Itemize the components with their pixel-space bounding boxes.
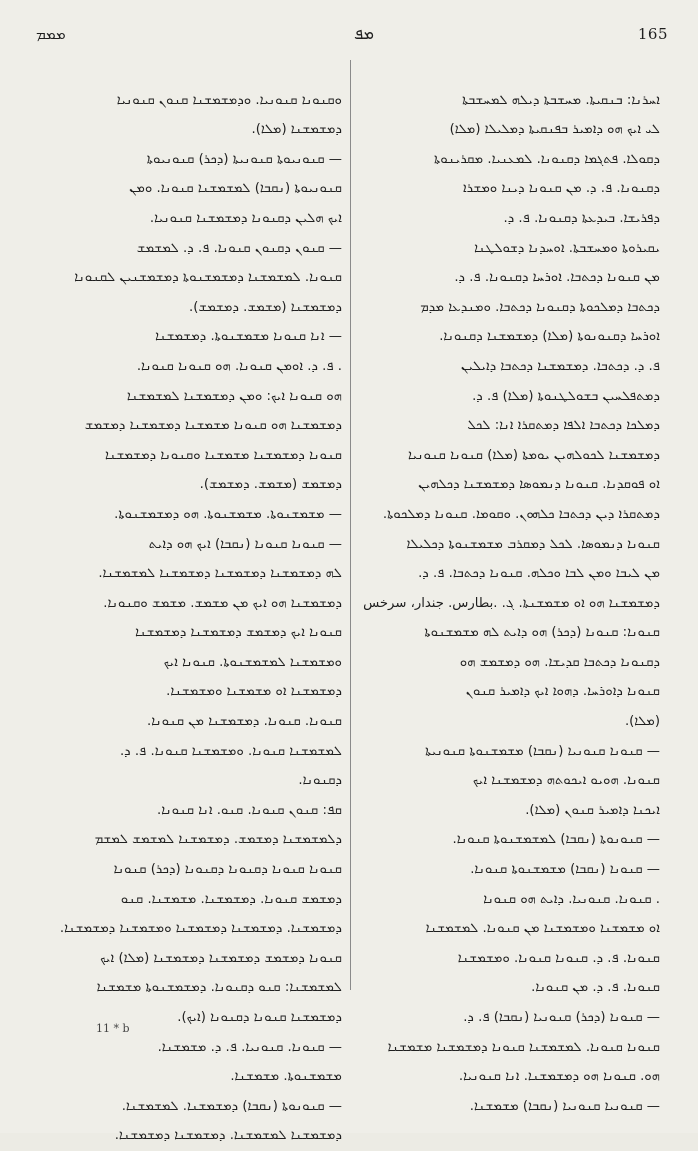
column-divider xyxy=(350,60,351,990)
left-column-text: ܘܩܢܘܢܐ ܩܢܘܢܝܐ. ܘܕܡܫܡܫܢܐ ܩܢܘܢ ܩܢܘܢܝܐ ܕܡܫܡܫܢܐ (ܡܠܐ). — ܩܢܘܢܝܘܬܐ ܩܢܘܢܝܬܐ (ܕܟܪ) ܩܢܘܢܝܘܬܐ ܩܢܘܢܝܘܬܐ (ܢܩܒܐ) ܠܡܫܡܫܢܐ ܩܢܘܢܐ. ܘܡܢ ܐܝܟ ܗܠܝܢ ܕܩܢܘܢܐ ܕܡܫܡܫܢܐ ܩܢܘܢܝܐ. — ܩܢܘܢ ܕܩܢܘܢ ܩܢܘܢܐ. ܦ. ܕ. ܠܡܫܡܫ ܩܢܘܢܐ. ܠܡܫܡܫܢܐ ܕܡܫܡܫܢܘܬܐ ܕܡܫܡܫܢܝܢ ܠܩܢܘܢܐ ܕܡܫܡܫܢܐ (ܡܫܡܫ. ܕܡܫܡܫ). — ܐܢܐ ܩܢܘܢܐ ܡܫܡܫܢܘܬܐ. ܕܡܫܡܫܢܐ . ܦ. ܕ. ܐܘܡܢ ܩܢܘܢܐ. ܗܘ ܩܢܘܢܐ ܩܢܘܢܐ. ܗܘ ܩܢܘܢܐ ܐܝܟ: ܘܡܢ ܕܡܫܡܫܢܐ ܠܡܫܡܫܢܐ ܕܡܫܡܫܢܐ ܗܘ ܩܢܘܢܐ ܡܫܡܫܢܐ ܕܡܫܡܫܢܐ ܕܡܫܡܫ ܩܢܘܢܐ ܕܡܫܡܫܢܐ ܡܫܡܫܢܐ ܘܩܢܘܢܐ ܕܡܫܡܫܢܐ ܕܡܫܡܫ (ܡܫܡܫ. ܕܡܫܡܫ). — ܡܫܡܫܢܘܬܐ. ܡܫܡܫܢܘܬܐ. ܗܘ ܕܡܫܡܫܢܘܬܐ. — ܩܢܘܢܐ ܩܢܘܢܐ (ܢܩܒܐ) ܐܝܟ ܗܘ ܕܐܝܬ ܠܗ ܕܡܫܡܫܢܐ ܕܡܫܡܫܢܐ ܕܡܫܡܫܢܐ ܠܡܫܡܫܢܐ. ܕܡܫܡܫܢܐ ܗܘ ܐܝܟ ܡܢ ܡܫܡܫ. ܡܫܡܫ ܘܩܢܘܢܐ. ܩܢܘܢܐ ܐܝܟ ܕܡܫܡܫ ܕܡܫܡܫܢܐ ܕܡܫܡܫܢܐ ܘܡܫܡܫܢܐ ܠܡܫܡܫܢܘܬܐ. ܩܢܘܢܐ ܐܝܟ ܕܡܫܡܫܢܐ ܐܘ ܡܫܡܫܢܐ ܘܡܫܡܫܢܐ. ܩܢܘܢܐ. ܩܢܘܢܐ. ܕܡܫܡܫܢܐ ܡܢ ܩܢܘܢܐ. ܠܡܫܡܫܢܐ ܩܢܘܢܐ. ܘܡܫܡܫܢܐ ܩܢܘܢܐ. ܦ. ܕ. ܕܩܢܘܢܐ. ܩܦ: ܩܢܘܢ ܩܢܘܢܐ. ܩܢܘ. ܐܢܐ ܩܢܘܢܐ. ܕܠܡܫܡܫܢܐ ܕܡܫܡܫ. ܕܡܫܡܫܢܐ ܠܡܫܡܫ ܠܡܫܡ ܩܢܘܢܐ ܩܢܘܢܐ ܕܩܢܘܢܐ ܕܩܢܘܢܐ (ܕܟܪ) ܩܢܘܢܐ ܕܡܫܡܫ ܩܢܘܢܐ. ܕܡܫܡܫܢܐ. ܡܫܡܫܢܐ. ܩܢܘ ܕܡܫܡܫܢܐ. ܕܡܫܡܫܢܐ ܕܡܫܡܫܢܐ ܘܡܫܡܫܢܐ ܕܡܫܡܫܢܐ. ܩܢܘܢܐ ܕܡܫܡܫ ܕܡܫܡܫܢܐ ܕܡܫܡܫܢܐ (ܡܠܐ) ܐܝܟ ܠܡܫܡܫܢܐ: ܩܢܘ ܕܩܢܘܢܐ. ܕܡܫܡܫܢܘܬܐ ܡܫܡܫܢܐ ܕܡܫܡܫܢܐ ܩܢܘܢܐ ܕܩܢܘܢܐ (ܐܝܟ). — ܩܢܘܢܐ. ܩܢܘܢܝܐ. ܦ. ܕ. ܡܫܡܫܢܐ. ܡܫܡܫܢܘܬܐ. ܡܫܡܫܢܐ. — ܩܢܘܢܘܬܐ (ܢܩܒܐ) ܕܡܫܡܫܢܐ. ܠܡܫܡܫܢܐ. ܕܡܫܡܫܢܐ ܠܡܫܡܫܢܐ. ܕܡܫܡܫܢܐ ܕܡܫܡܫܢܐ. xyxy=(59,92,342,1144)
page-number: 165 xyxy=(637,25,668,43)
running-head-center: ܡܦ xyxy=(354,24,374,43)
running-head-left: ܡܡܡ xyxy=(36,25,66,43)
right-column-arabic-gloss: بطارس. جندار، سرخس. xyxy=(363,595,498,611)
page-header xyxy=(36,22,668,48)
right-column xyxy=(360,56,660,1121)
right-column-text-2: ܩܢܘܢܐ: ܩܢܘܢܐ (ܕܟܪ) ܗܘ ܕܐܝܬ ܠܗ ܡܫܡܫܢܘܬܐ ܕܩܢܘܢܐ ܕܟܬܒܐ ܩܕܝܫܐ. ܗܘ ܕܡܫܡܫ ܗܘ ܩܢܘܢܐ ܕܐܘܪܚܐ. ܕܗܘܐ ܐܝܟ ܕܐܡܝܪ ܩܢܘܢ (ܡܠܐ). — ܩܢܘܢܐ ܩܢܘܢܝܐ (ܢܩܒܐ) ܡܫܡܫܢܘܬܐ ܩܢܘܢܝܬܐ ܩܢܘܢܐ. ܗܘܝܘ ܐܝܟܘܬܗ ܕܡܫܡܫܢܐ ܐܝܟ ܐܝܟܢܐ ܕܐܡܝܪ ܩܢܘܢ (ܡܠܐ). — ܩܢܘܢܘܬܐ (ܢܩܒܐ) ܠܡܫܡܫܢܘܬܐ ܩܢܘܢܐ. — ܩܢܘܢܐ (ܢܩܒܐ) ܡܫܡܫܢܘܬܐ ܩܢܘܢܐ. . ܩܢܘܢܐ. ܩܢܘܢܝܐ. ܕܐܝܬ ܗܘ ܩܢܘܢܐ ܐܘ ܡܫܡܫܢܐ ܘܡܫܡܫܢܐ ܡܢ ܩܢܘܢܐ. ܠܡܫܡܫܢܐ ܩܢܘܢܐ. ܦ. ܕ. ܩܢܘܢܐ ܩܢܘܢܐ. ܘܡܫܡܫܢܐ ܩܢܘܢܐ. ܦ. ܕ. ܡܢ ܩܢܘܢܐ. — ܩܢܘܢܐ (ܕܟܪ) ܩܢܘܢܝܐ (ܢܩܒܐ) ܦ. ܕ. ܩܢܘܢܐ ܩܢܘܢܐ. ܠܡܫܡܫܢܐ ܩܢܘܢܐ ܕܡܫܡܫܢܐ ܡܫܡܫܢܐ ܗܘ. ܩܢܘܢܐ ܗܘ ܕܡܫܡܫܢܐ. ܐܢܐ ܩܢܘܢܝܐ. — ܩܢܘܢܝܐ ܩܢܘܢܝܐ (ܢܩܒܐ) ܡܫܡܫܢܐ. xyxy=(387,625,660,1114)
left-column xyxy=(42,56,342,1151)
signature-mark: 11 * b xyxy=(96,1022,130,1035)
right-column-text-1: ܐܚܪܢܐ: ܒܢܩܝܬܐ. ܡܚܫܒܬܐ ܕܝܠܗ ܠܡܚܫܒܬܐ ܠܝ ܐܝܟ ܗܘ ܕܐܡܝܪ ܒܦܢܩܝܬܐ ܕܡܠܝܠܐ (ܡܠܐ) ܕܩܘܠܐ. ܦܬܓܡܐ ܕܩܢܘܢܐ. ܠܡܥܢܝܐ. ܡܩܪܝܢܘܬܐ ܕܩܢܘܢܐ. ܦ. ܕ. ܡܢ ܩܢܘܢܐ ܕܝܢܐ ܘܡܫܪܐ ܕܦܪܝܫܐ. ܒܝܕܥܬܐ ܕܩܢܘܢܐ. ܦ. ܕ. ܝܩܝܪܘܬܐ ܘܡܚܫܒܬܐ. ܐܘܚܕܢܐ ܕܫܘܠܛܢܐ ܡܢ ܩܢܘܢܐ ܕܟܬܒܐ. ܐܘܪܚܐ ܕܩܢܘܢܐ. ܦ. ܕ. ܕܟܬܒܐ ܕܡܠܟܘܬܐ ܕܩܢܘܢܐ ܕܟܬܒܐ. ܘܡܢܕܥܐ ܡܕܡ ܐܘܪܚܐ ܕܩܢܘܢܘܬܐ (ܡܠܐ) ܕܡܫܡܫܢܐ ܕܩܢܘܢܐ. ܦ. ܕ. ܕܟܬܒܐ. ܕܡܫܡܫܢܐ ܕܟܬܒܐ ܕܐܝܠܝܢ ܕܡܬܦܠܚܝܢ ܒܫܘܠܛܢܘܬܐ (ܡܠܐ) ܦ. ܕ. ܕܡܠܟܐ ܕܟܬܒܐ ܐܠܦܐ ܕܡܬܩܪܐ ܐܢܐ: ܠܟܠ ܕܡܫܡܫܢܐ ܠܟܘܠܗܝܢ ܝܘܡܬܐ (ܡܠܐ) ܩܢܘܢܐ ܩܢܘܢܝܐ ܐܘ ܦܘܩܕܢܐ. ܩܢܘܢܐ ܕܢܡܘܣܐ ܕܡܫܡܫܢܐ ܕܟܠܗܝܢ ܕܡܬܩܪܐ ܕܝܢ ܕܟܬܒܐ ܟܠܗܘܢ. ܘܩܘܡܐ. ܩܢܘܢܐ ܕܡܠܟܘܬܐ. ܩܢܘܢܐ ܕܢܡܘܣܐ. ܠܟܠ ܕܡܩܪܒ ܡܫܡܫܢܘܬܐ ܕܟܠܝܠܐ ܡܢ ܠܝܒܐ ܘܡܢ ܠܒܐ ܘܟܠܗ. ܩܢܘܢܐ ܕܟܬܒܐ. ܦ. ܕ. ܕܡܫܡܫܢܐ ܗܘ ܐܘ ܡܫܡܫܢܬܐ. ܓ. xyxy=(382,92,660,611)
